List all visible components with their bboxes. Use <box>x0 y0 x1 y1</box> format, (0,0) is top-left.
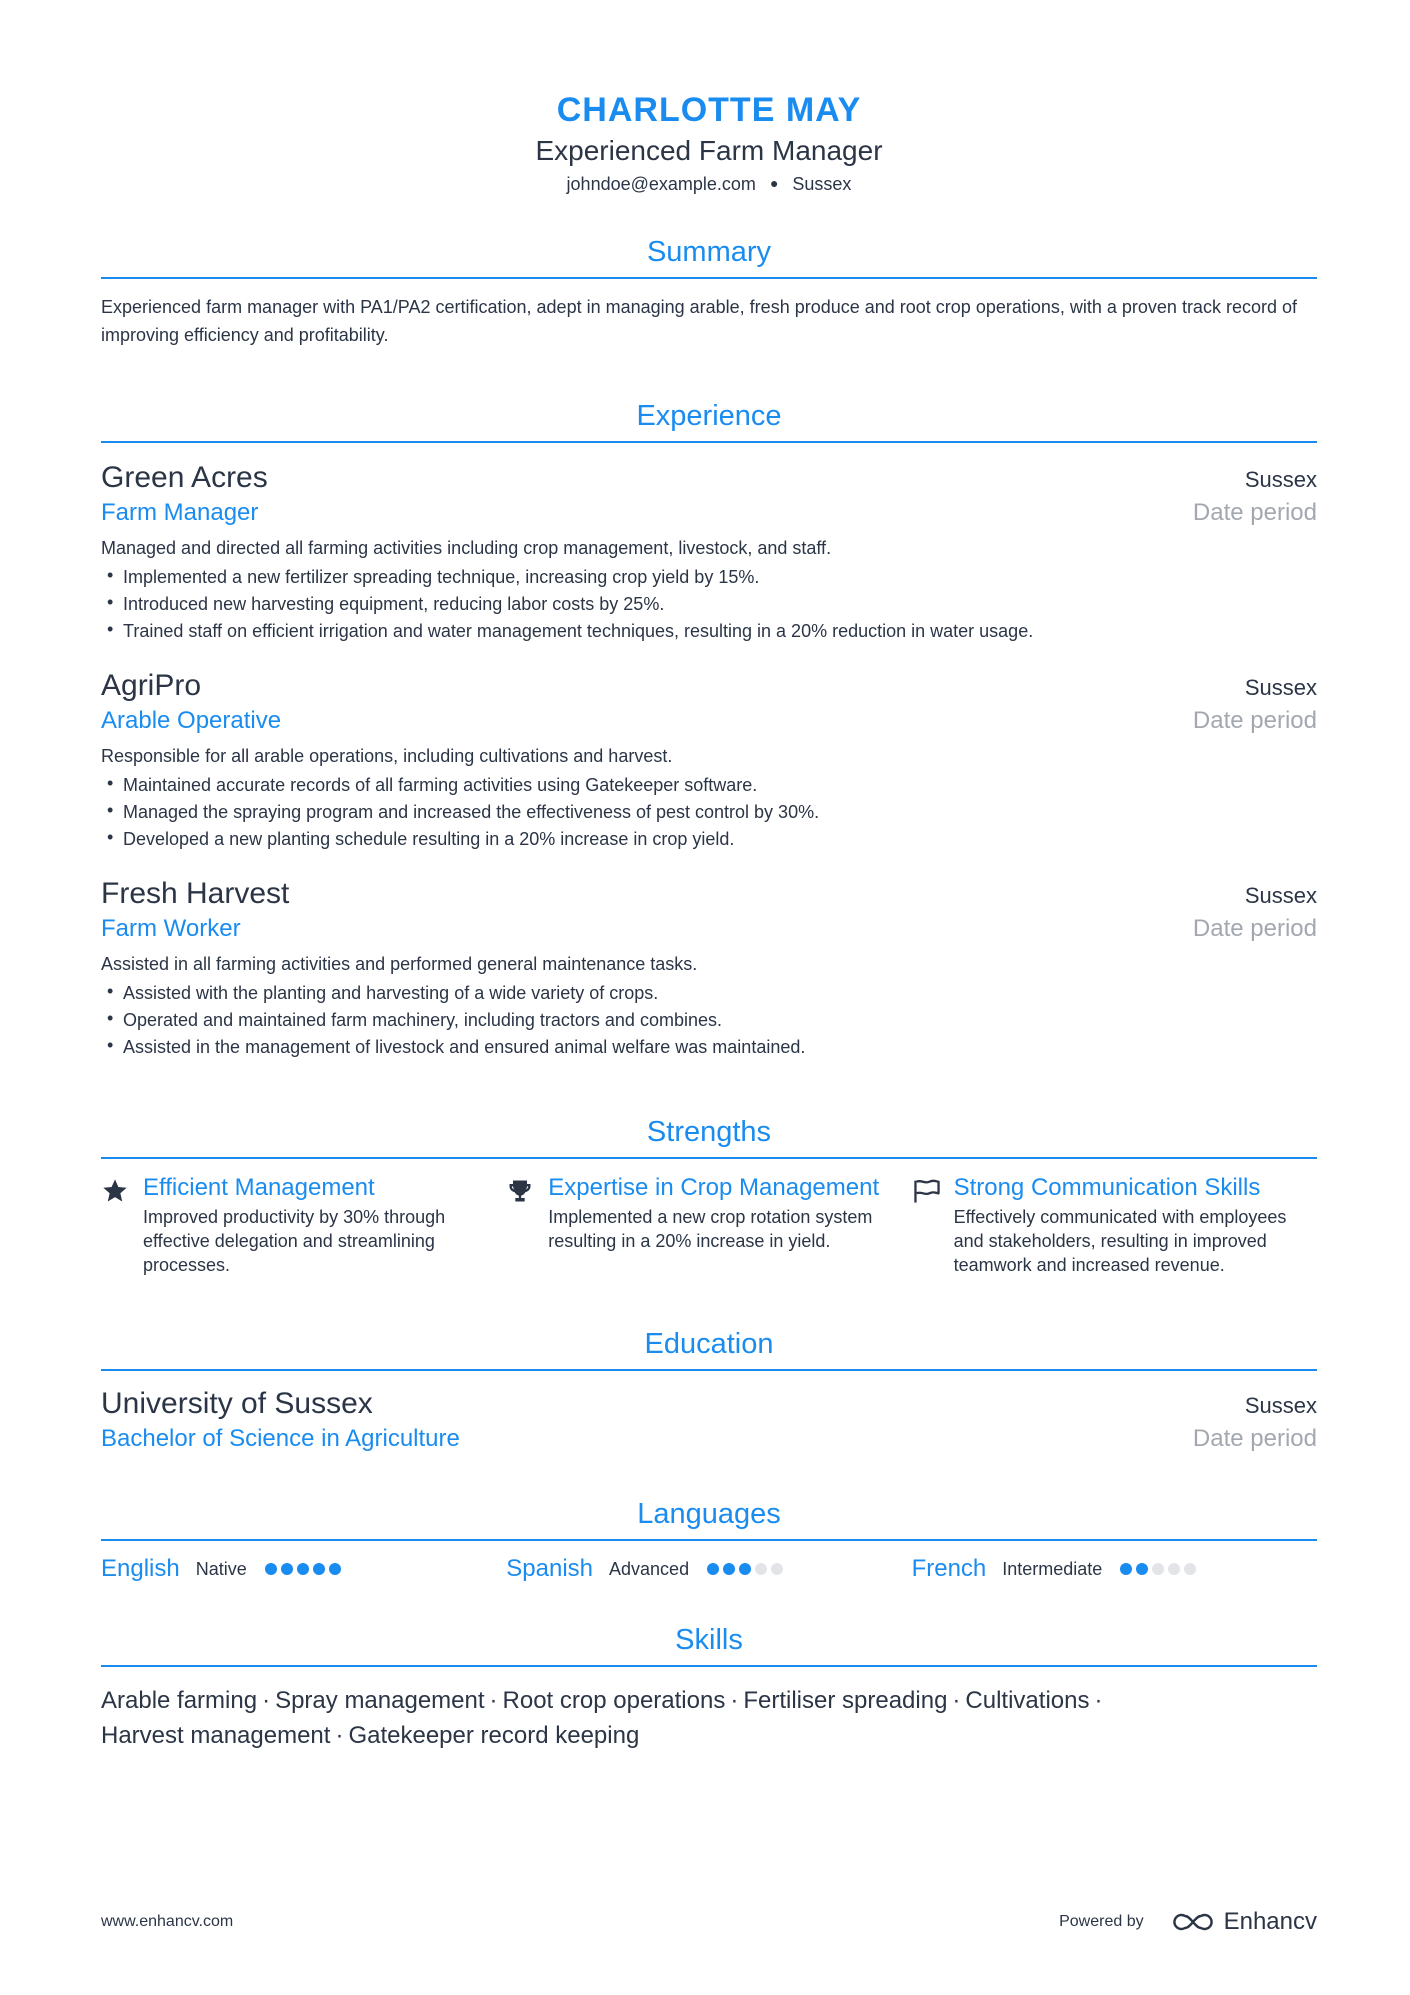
flag-icon <box>912 1173 954 1277</box>
skill-item: Gatekeeper record keeping <box>348 1722 640 1749</box>
job-date: Date period <box>1192 499 1317 526</box>
rating-dot <box>329 1563 341 1575</box>
section-title-languages: Languages <box>637 1498 781 1530</box>
rating-dot <box>281 1563 293 1575</box>
company-name: Fresh Harvest <box>101 877 290 910</box>
job-description: Assisted in all farming activities and performed general maintenance tasks. <box>101 954 698 974</box>
contact-separator: ● <box>769 175 779 191</box>
job-description: Responsible for all arable operations, including cultivations and harvest. <box>101 746 673 766</box>
section-title-experience: Experience <box>636 400 782 432</box>
skill-item: Arable farming <box>101 1687 258 1714</box>
job-title: Arable Operative <box>101 707 282 734</box>
job-bullets <box>101 564 1317 645</box>
job-bullet: • Maintained accurate records of all farming activities using Gatekeeper software. <box>101 772 1317 799</box>
section-divider <box>101 1157 1317 1159</box>
skill-separator: · <box>262 1687 271 1714</box>
job-location: Sussex <box>1244 675 1317 700</box>
job-description: Managed and directed all farming activities including crop management, livestock, and staff. <box>101 538 832 558</box>
contact-line <box>101 172 1317 197</box>
skill-item: Fertiliser spreading <box>743 1687 948 1714</box>
rating-dot <box>1168 1563 1180 1575</box>
job-bullet: • Operated and maintained farm machinery, including tractors and combines. <box>101 1007 1317 1034</box>
brand-name: Enhancv <box>1223 1908 1317 1935</box>
language-item <box>101 1553 506 1585</box>
strength-description: Implemented a new crop rotation system resulting in a 20% increase in yield. <box>548 1207 873 1251</box>
strength-description: Improved productivity by 30% through effective delegation and streamlining processes. <box>143 1207 446 1275</box>
skills-line-2 <box>101 1718 1317 1753</box>
rating-dot <box>739 1563 751 1575</box>
rating-dot <box>1120 1563 1132 1575</box>
job-location: Sussex <box>1244 467 1317 492</box>
job-date: Date period <box>1192 915 1317 942</box>
brand-logo[interactable] <box>1170 1908 1317 1936</box>
strength-title: Expertise in Crop Management <box>548 1174 880 1201</box>
education-date: Date period <box>1192 1425 1317 1452</box>
skill-separator: · <box>489 1687 498 1714</box>
language-level: Native <box>195 1559 247 1579</box>
job-title: Farm Manager <box>101 499 259 526</box>
strength-title: Strong Communication Skills <box>953 1174 1261 1201</box>
powered-by-label: Powered by <box>1059 1913 1144 1930</box>
section-title-summary: Summary <box>646 236 772 268</box>
job-bullets <box>101 980 1317 1061</box>
company-name: Green Acres <box>101 461 268 494</box>
language-level: Advanced <box>609 1559 690 1579</box>
enhancv-logo-icon <box>1170 1910 1216 1934</box>
contact-location: Sussex <box>792 174 852 194</box>
section-divider <box>101 1665 1317 1667</box>
job-bullet: • Implemented a new fertilizer spreading technique, increasing crop yield by 15%. <box>101 564 1317 591</box>
rating-dot <box>771 1563 783 1575</box>
experience-entry <box>101 875 1317 1061</box>
rating-dot <box>1184 1563 1196 1575</box>
language-item <box>506 1553 911 1585</box>
skill-item: Cultivations <box>965 1687 1090 1714</box>
education-section <box>101 1325 1317 1455</box>
language-name: French <box>911 1555 987 1582</box>
strength-item <box>912 1173 1317 1277</box>
rating-dot <box>755 1563 767 1575</box>
skills-section <box>101 1621 1317 1753</box>
job-bullet: • Assisted in the management of livestock and ensured animal welfare was maintained. <box>101 1034 1317 1061</box>
languages-section <box>101 1495 1317 1585</box>
contact-email[interactable]: johndoe@example.com <box>566 174 756 194</box>
job-bullet: • Assisted with the planting and harvesting of a wide variety of crops. <box>101 980 1317 1007</box>
company-name: AgriPro <box>101 669 202 702</box>
strength-title: Efficient Management <box>143 1174 375 1201</box>
header <box>101 0 1317 197</box>
language-level: Intermediate <box>1002 1559 1103 1579</box>
section-divider <box>101 441 1317 443</box>
degree-title: Bachelor of Science in Agriculture <box>101 1425 460 1452</box>
skill-item: Spray management <box>275 1687 485 1714</box>
footer-url[interactable]: www.enhancv.com <box>101 1913 234 1930</box>
language-rating <box>707 1563 783 1575</box>
skills-line-1 <box>101 1683 1317 1718</box>
job-bullet: • Trained staff on efficient irrigation and water management techniques, resulting in a 20% reduction in water usage. <box>101 618 1317 645</box>
section-divider <box>101 1539 1317 1541</box>
school-name: University of Sussex <box>101 1387 373 1420</box>
section-divider <box>101 277 1317 279</box>
skill-separator: · <box>335 1722 344 1749</box>
language-rating <box>265 1563 341 1575</box>
trophy-icon <box>506 1173 548 1277</box>
skill-item: Root crop operations <box>502 1687 726 1714</box>
job-title: Farm Worker <box>101 915 241 942</box>
strengths-section <box>101 1113 1317 1277</box>
rating-dot <box>707 1563 719 1575</box>
section-divider <box>101 1369 1317 1371</box>
rating-dot <box>313 1563 325 1575</box>
strength-item <box>101 1173 506 1277</box>
job-date: Date period <box>1192 707 1317 734</box>
experience-entry <box>101 667 1317 853</box>
skills-list <box>101 1683 1317 1753</box>
resume-page <box>101 0 1317 1753</box>
strength-description: Effectively communicated with employees and stakeholders, resulting in improved teamwork and increased revenue. <box>953 1207 1287 1275</box>
section-title-education: Education <box>644 1328 774 1360</box>
candidate-name: CHARLOTTE MAY <box>556 91 862 129</box>
rating-dot <box>297 1563 309 1575</box>
candidate-role: Experienced Farm Manager <box>535 135 883 166</box>
experience-entry <box>101 459 1317 645</box>
job-bullet: • Developed a new planting schedule resulting in a 20% increase in crop yield. <box>101 826 1317 853</box>
rating-dot <box>265 1563 277 1575</box>
footer <box>101 1908 1317 1936</box>
skill-item: Harvest management <box>101 1722 331 1749</box>
rating-dot <box>1152 1563 1164 1575</box>
job-bullets <box>101 772 1317 853</box>
job-bullet: • Introduced new harvesting equipment, reducing labor costs by 25%. <box>101 591 1317 618</box>
summary-text: Experienced farm manager with PA1/PA2 certification, adept in managing arable, fresh produce and root crop operations, with a proven track record of improving efficiency and profitability. <box>101 297 1297 345</box>
strength-item <box>506 1173 911 1277</box>
rating-dot <box>1136 1563 1148 1575</box>
star-icon <box>101 1173 143 1277</box>
job-location: Sussex <box>1244 883 1317 908</box>
skill-separator: · <box>1094 1687 1103 1714</box>
language-rating <box>1120 1563 1196 1575</box>
rating-dot <box>723 1563 735 1575</box>
language-name: Spanish <box>506 1555 594 1582</box>
language-item <box>912 1553 1317 1585</box>
job-bullet: • Managed the spraying program and increased the effectiveness of pest control by 30%. <box>101 799 1317 826</box>
skill-separator: · <box>730 1687 739 1714</box>
section-title-skills: Skills <box>675 1624 743 1656</box>
school-location: Sussex <box>1244 1393 1317 1418</box>
language-name: English <box>101 1555 180 1582</box>
experience-section <box>101 397 1317 1061</box>
section-title-strengths: Strengths <box>646 1116 772 1148</box>
skill-separator: · <box>952 1687 961 1714</box>
summary-section <box>101 233 1317 349</box>
